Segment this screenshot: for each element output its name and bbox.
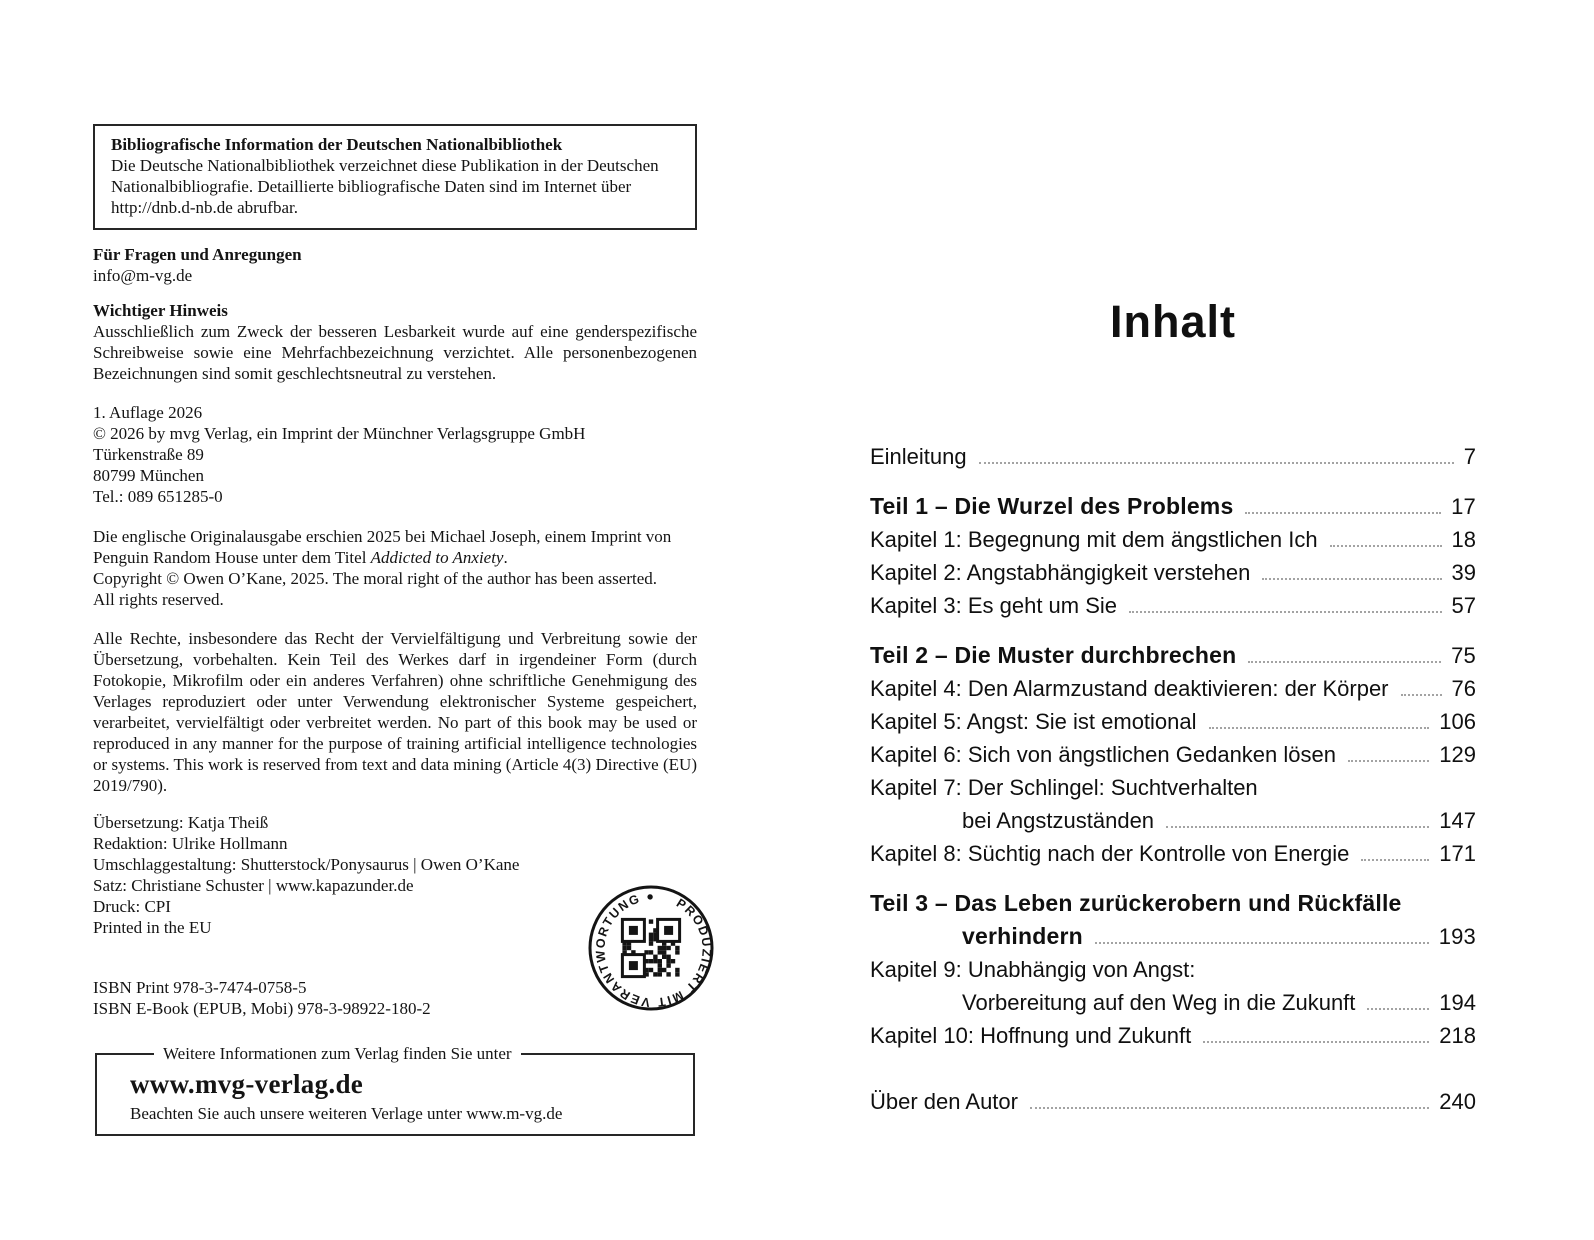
toc-entry (870, 771, 1476, 837)
qr-code-stamp-icon (587, 884, 715, 1012)
toc-page-number: 171 (1439, 841, 1476, 866)
toc-entry-label: Kapitel 9: Unabhängig von Angst: (870, 957, 1196, 982)
toc-entry (870, 672, 1476, 705)
original-rights-line: All rights reserved. (93, 590, 224, 609)
toc-entry (870, 589, 1476, 622)
toc-entry-line (870, 738, 1476, 771)
toc-entry (870, 705, 1476, 738)
toc-entry-label: Kapitel 2: Angstabhängigkeit verstehen (870, 560, 1251, 585)
toc-entry-line (870, 804, 1476, 837)
original-post-italic: . (503, 548, 508, 567)
toc-page-number: 147 (1439, 808, 1476, 833)
toc-title: Inhalt (1110, 296, 1236, 347)
toc-entry-line (870, 1085, 1476, 1118)
toc-page-number: 7 (1463, 444, 1476, 469)
toc-entry-line (870, 953, 1476, 986)
toc-entry-line (870, 639, 1476, 672)
svg-text:PRODUZIERT MIT VERANTWORTUNG ● (593, 889, 714, 1009)
toc-entry-line (870, 589, 1476, 622)
toc-entry-label: Kapitel 5: Angst: Sie ist emotional (870, 709, 1197, 734)
original-pre-italic: Die englische Originalausgabe erschien 2025 bei Michael Joseph, einem Imprint von Penguin Random House unter dem Titel (93, 527, 672, 567)
toc-entry-label: Kapitel 6: Sich von ängstlichen Gedanken lösen (870, 742, 1336, 767)
toc-entry-line (870, 672, 1476, 705)
toc-entry-line (870, 837, 1476, 870)
toc-page-number: 194 (1439, 990, 1476, 1015)
toc-page-number: 17 (1451, 494, 1476, 519)
toc-dotted-leader (1330, 545, 1442, 547)
credit-line: Umschlaggestaltung: Shutterstock/Ponysaurus | Owen O’Kane (93, 855, 520, 874)
toc-dotted-leader (1361, 859, 1429, 861)
toc-entry-line (870, 887, 1476, 920)
toc-entry (870, 738, 1476, 771)
toc-entry-label: Kapitel 8: Süchtig nach der Kontrolle von Energie (870, 841, 1350, 866)
toc-entry-label: Kapitel 4: Den Alarmzustand deaktivieren: der Körper (870, 676, 1389, 701)
toc-dotted-leader (979, 462, 1454, 464)
bibliographic-info-box (93, 124, 697, 230)
toc-dotted-leader (1401, 694, 1442, 696)
notice-heading: Wichtiger Hinweis (93, 301, 228, 320)
toc-dotted-leader (1203, 1041, 1429, 1043)
toc-entry-label: Über den Autor (870, 1089, 1018, 1114)
edition-section (93, 402, 697, 507)
toc-entry (870, 837, 1476, 870)
rights-paragraph: Alle Rechte, insbesondere das Recht der Vervielfältigung und Verbreitung sowie der Übersetzung, vorbehalten. Kein Teil des Werkes darf in irgendeiner Form (durch Fotokopie, Mikrofilm oder ein anderes Verfahren) ohne schriftliche Genehmigung des Verlages reproduziert oder unter Verwendung elektronischer Systeme gespeichert, verarbeitet, vervielfältigt oder verbreitet werden. No part of this book may be used or reproduced in any manner for the purpose of training artificial intelligence technologies or systems. This work is reserved from text and data mining (Article 4(3) Directive (EU) 2019/790). (93, 629, 697, 795)
toc-page-number: 240 (1439, 1089, 1476, 1114)
toc-entry-label: Vorbereitung auf den Weg in die Zukunft (962, 990, 1356, 1015)
contact-section (93, 244, 697, 286)
toc-page-number: 39 (1451, 560, 1476, 585)
bib-box-body: Die Deutsche Nationalbibliothek verzeichnet diese Publikation in der Deutschen Nationalbibliografie. Detaillierte bibliografische Daten sind im Internet über http://dnb.d-nb.de abrufbar. (111, 156, 659, 217)
toc-dotted-leader (1095, 942, 1429, 944)
toc-dotted-leader (1262, 578, 1441, 580)
isbn-ebook: ISBN E-Book (EPUB, Mobi) 978-3-98922-180-2 (93, 999, 431, 1018)
toc-entry-line (870, 490, 1476, 523)
toc-page-number: 57 (1451, 593, 1476, 618)
toc-entry-line (870, 705, 1476, 738)
toc-page-number: 129 (1439, 742, 1476, 767)
toc-entry (870, 440, 1476, 473)
toc-entry-line (870, 920, 1476, 953)
toc-page-number: 193 (1438, 924, 1476, 949)
toc-page-number: 75 (1451, 643, 1476, 668)
toc-entry (870, 887, 1476, 953)
edition-line: © 2026 by mvg Verlag, ein Imprint der Münchner Verlagsgruppe GmbH (93, 424, 586, 443)
toc-entry-line (870, 556, 1476, 589)
toc-dotted-leader (1129, 611, 1441, 613)
edition-line: 1. Auflage 2026 (93, 403, 203, 422)
edition-line: Türkenstraße 89 (93, 445, 204, 464)
credit-line: Satz: Christiane Schuster | www.kapazunder.de (93, 876, 414, 895)
contact-heading: Für Fragen und Anregungen (93, 245, 302, 264)
imprint-page (93, 0, 714, 1136)
toc-entry (870, 556, 1476, 589)
credit-line: Übersetzung: Katja Theiß (93, 813, 269, 832)
toc-entry-label: Kapitel 7: Der Schlingel: Suchtverhalten (870, 775, 1258, 800)
toc-page-number: 106 (1439, 709, 1476, 734)
toc-entry (870, 639, 1476, 672)
toc-entry (870, 523, 1476, 556)
toc-entry-label: Kapitel 10: Hoffnung und Zukunft (870, 1023, 1192, 1048)
original-copyright-line: Copyright © Owen O’Kane, 2025. The moral right of the author has been asserted. (93, 569, 658, 588)
edition-line: 80799 München (93, 466, 204, 485)
toc-entry-label: Teil 3 – Das Leben zurückerobern und Rückfälle (870, 890, 1402, 916)
toc-entry-label: Kapitel 1: Begegnung mit dem ängstlichen Ich (870, 527, 1318, 552)
stamp-circular-text: PRODUZIERT MIT VERANTWORTUNG ● (593, 889, 714, 1010)
original-edition-line (93, 526, 697, 568)
bib-box-title: Bibliografische Information der Deutschen Nationalbibliothek (111, 135, 563, 154)
toc-entry-line (870, 986, 1476, 1019)
toc-entry (870, 1085, 1476, 1118)
toc-entry-label: bei Angstzuständen (962, 808, 1155, 833)
toc-entry-line (870, 523, 1476, 556)
publisher-url: www.mvg-verlag.de (130, 1069, 364, 1099)
publisher-info-box (95, 1043, 695, 1136)
toc-entry-label: Einleitung (870, 444, 967, 469)
toc-entry-label: Teil 2 – Die Muster durchbrechen (870, 642, 1237, 668)
credit-line: Druck: CPI (93, 897, 171, 916)
isbn-print: ISBN Print 978-3-7474-0758-5 (93, 978, 307, 997)
toc-page-number: 18 (1451, 527, 1476, 552)
edition-line: Tel.: 089 651285-0 (93, 487, 223, 506)
publisher-box-legend: Weitere Informationen zum Verlag finden Sie unter (163, 1044, 512, 1063)
table-of-contents-page (870, 0, 1476, 1118)
contact-email: info@m-vg.de (93, 266, 193, 285)
toc-entry-label: verhindern (962, 923, 1083, 949)
toc-entry-line (870, 440, 1476, 473)
toc-entry (870, 490, 1476, 523)
toc-entry-line (870, 1019, 1476, 1052)
toc-entry-label: Kapitel 3: Es geht um Sie (870, 593, 1118, 618)
toc-dotted-leader (1348, 760, 1429, 762)
publisher-note: Beachten Sie auch unsere weiteren Verlage unter www.m-vg.de (130, 1104, 563, 1123)
toc-dotted-leader (1030, 1107, 1429, 1109)
credit-line: Printed in the EU (93, 918, 212, 937)
toc-list (870, 440, 1476, 1118)
original-title-italic: Addicted to Anxiety (370, 548, 504, 567)
credit-line: Redaktion: Ulrike Hollmann (93, 834, 288, 853)
toc-dotted-leader (1367, 1008, 1429, 1010)
toc-entry (870, 1019, 1476, 1052)
toc-dotted-leader (1209, 727, 1430, 729)
notice-section (93, 300, 697, 384)
original-edition-section (93, 526, 697, 610)
toc-entry-label: Teil 1 – Die Wurzel des Problems (870, 493, 1234, 519)
toc-dotted-leader (1245, 512, 1441, 514)
qr-modules (622, 919, 679, 976)
notice-body: Ausschließlich zum Zweck der besseren Lesbarkeit wurde auf eine genderspezifische Schreibweise sowie eine Mehrfachbezeichnung verzichtet. Alle personenbezogenen Bezeichnungen sind somit geschlechtsneutral zu verstehen. (93, 322, 697, 383)
toc-page-number: 76 (1451, 676, 1476, 701)
toc-entry-line (870, 771, 1476, 804)
toc-dotted-leader (1166, 826, 1429, 828)
toc-page-number: 218 (1439, 1023, 1476, 1048)
toc-entry (870, 953, 1476, 1019)
toc-dotted-leader (1248, 661, 1441, 663)
